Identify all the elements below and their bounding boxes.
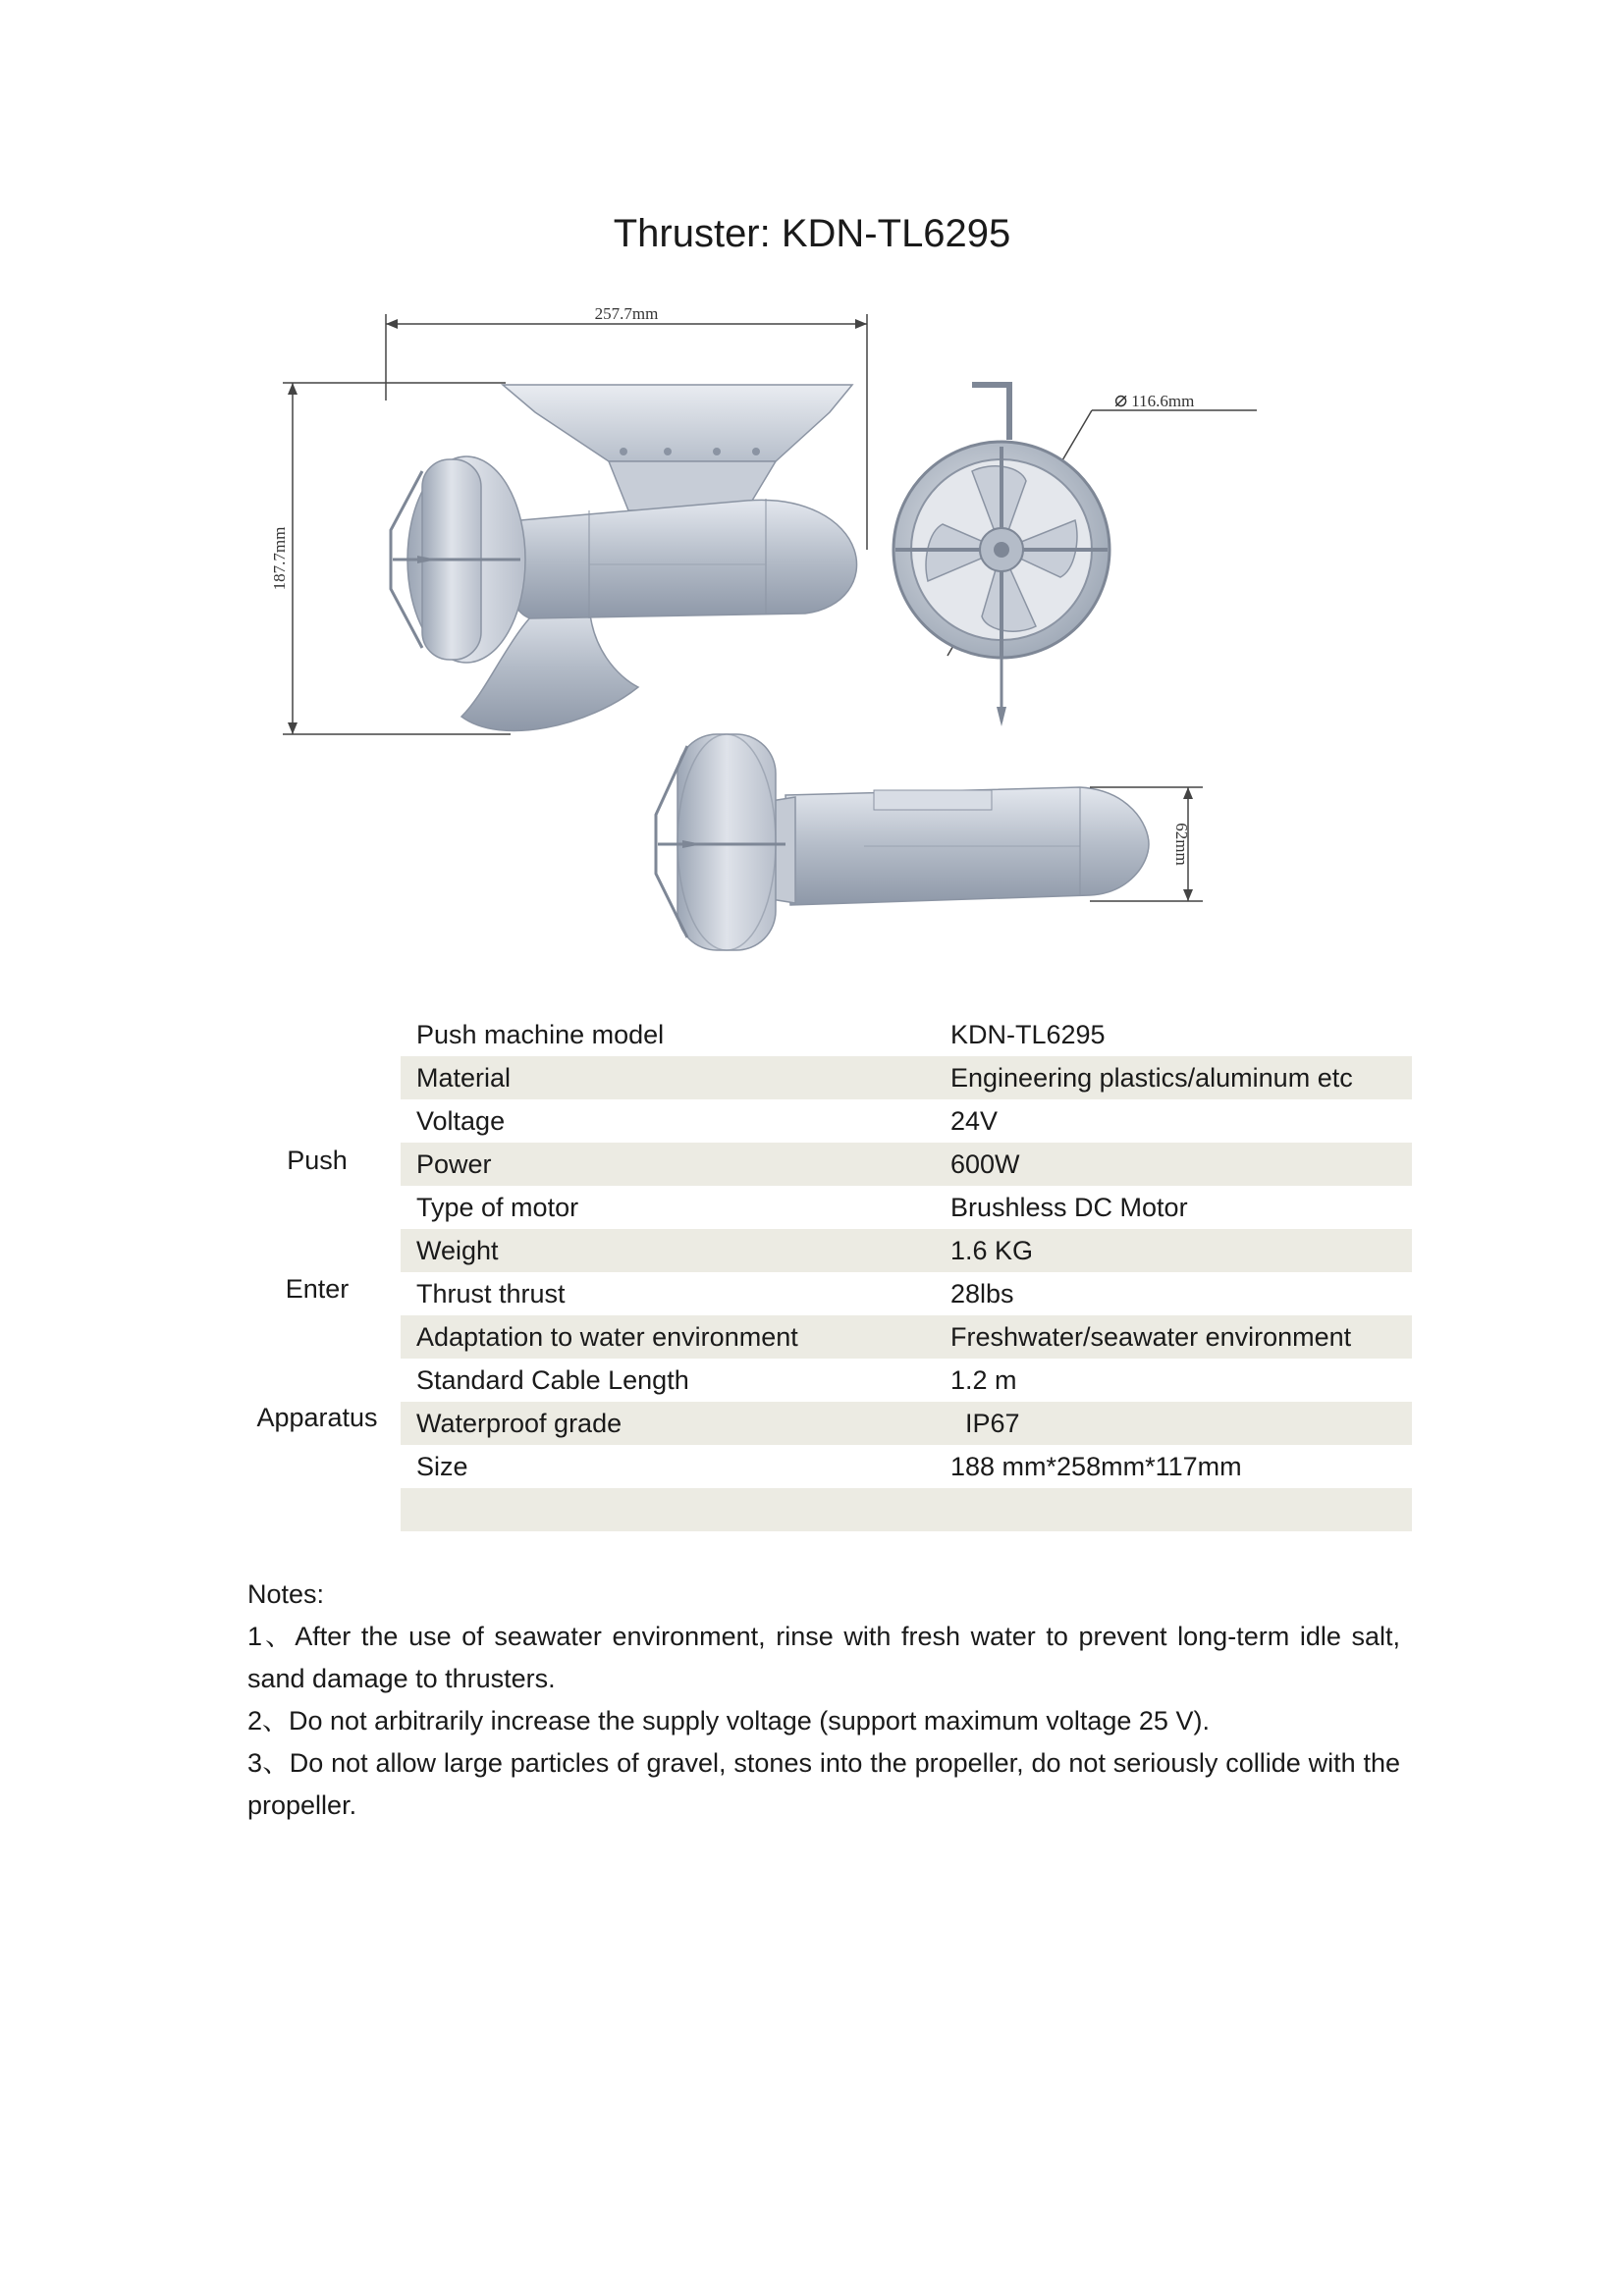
note-item: 2、Do not arbitrarily increase the supply voltage (support maximum voltage 25 V). [247, 1706, 1210, 1735]
side-label-enter: Enter [285, 1274, 350, 1304]
spec-row [401, 1488, 1412, 1531]
spec-value: 600W [935, 1143, 1412, 1186]
spec-value: 24V [950, 1105, 999, 1136]
spec-value: KDN-TL6295 [950, 1019, 1106, 1049]
spec-value: Brushless DC Motor [950, 1192, 1188, 1222]
spec-label: Weight [401, 1229, 935, 1272]
spec-row [401, 1186, 1412, 1229]
dim-diameter-value: 116.6mm [1131, 392, 1195, 410]
page-title: Thruster: KDN-TL6295 [613, 212, 1011, 255]
dim-width-label: 257.7mm [594, 304, 659, 323]
spec-value: 28lbs [950, 1278, 1014, 1308]
spec-row [401, 1272, 1412, 1315]
spec-label: Thrust thrust [416, 1278, 566, 1308]
spec-label: Standard Cable Length [416, 1364, 689, 1395]
spec-row [401, 1402, 1412, 1445]
notes-section [247, 1574, 1400, 1827]
spec-row [401, 1013, 1412, 1056]
spec-value [935, 1488, 1412, 1531]
spec-row [401, 1445, 1412, 1488]
note-item: 1、After the use of seawater environment, rinse with fresh water to prevent long-term idle salt, sand damage to thrusters. [247, 1622, 1400, 1693]
spec-label: Size [416, 1451, 468, 1481]
thruster-drawing [0, 0, 1624, 982]
side-label-apparatus: Apparatus [256, 1403, 378, 1432]
spec-label: Material [401, 1056, 935, 1099]
spec-row [401, 1229, 1412, 1272]
side-label-push: Push [287, 1146, 348, 1175]
spec-label [401, 1488, 935, 1531]
front-view [893, 385, 1257, 726]
dim-body-label: 62mm [1172, 823, 1191, 866]
spec-label: Push machine model [416, 1019, 665, 1049]
spec-row [401, 1143, 1412, 1186]
side-view [270, 304, 867, 734]
spec-label: Adaptation to water environment [401, 1315, 935, 1359]
note-item: 3、Do not allow large particles of gravel, stones into the propeller, do not seriously collide with the propeller. [247, 1748, 1400, 1820]
spec-label: Type of motor [416, 1192, 579, 1222]
spec-row [401, 1056, 1412, 1099]
spec-value: Engineering plastics/aluminum etc [935, 1056, 1412, 1099]
dim-diameter-label: ⌀ 116.6mm [1114, 387, 1195, 411]
spec-value: 1.6 KG [935, 1229, 1412, 1272]
spec-table [401, 1013, 1412, 1531]
spec-row [401, 1099, 1412, 1143]
spec-row [401, 1359, 1412, 1402]
spec-value: Freshwater/seawater environment [935, 1315, 1412, 1359]
bottom-view [656, 734, 1203, 950]
spec-label: Voltage [416, 1105, 506, 1136]
spec-label: Waterproof grade [401, 1402, 935, 1445]
spec-row [401, 1315, 1412, 1359]
spec-value: 1.2 m [950, 1364, 1017, 1395]
spec-value: IP67 [935, 1402, 1412, 1445]
spec-label: Power [401, 1143, 935, 1186]
dim-height-label: 187.7mm [270, 526, 289, 591]
spec-value: 188 mm*258mm*117mm [950, 1451, 1242, 1481]
notes-heading: Notes: [247, 1579, 325, 1609]
